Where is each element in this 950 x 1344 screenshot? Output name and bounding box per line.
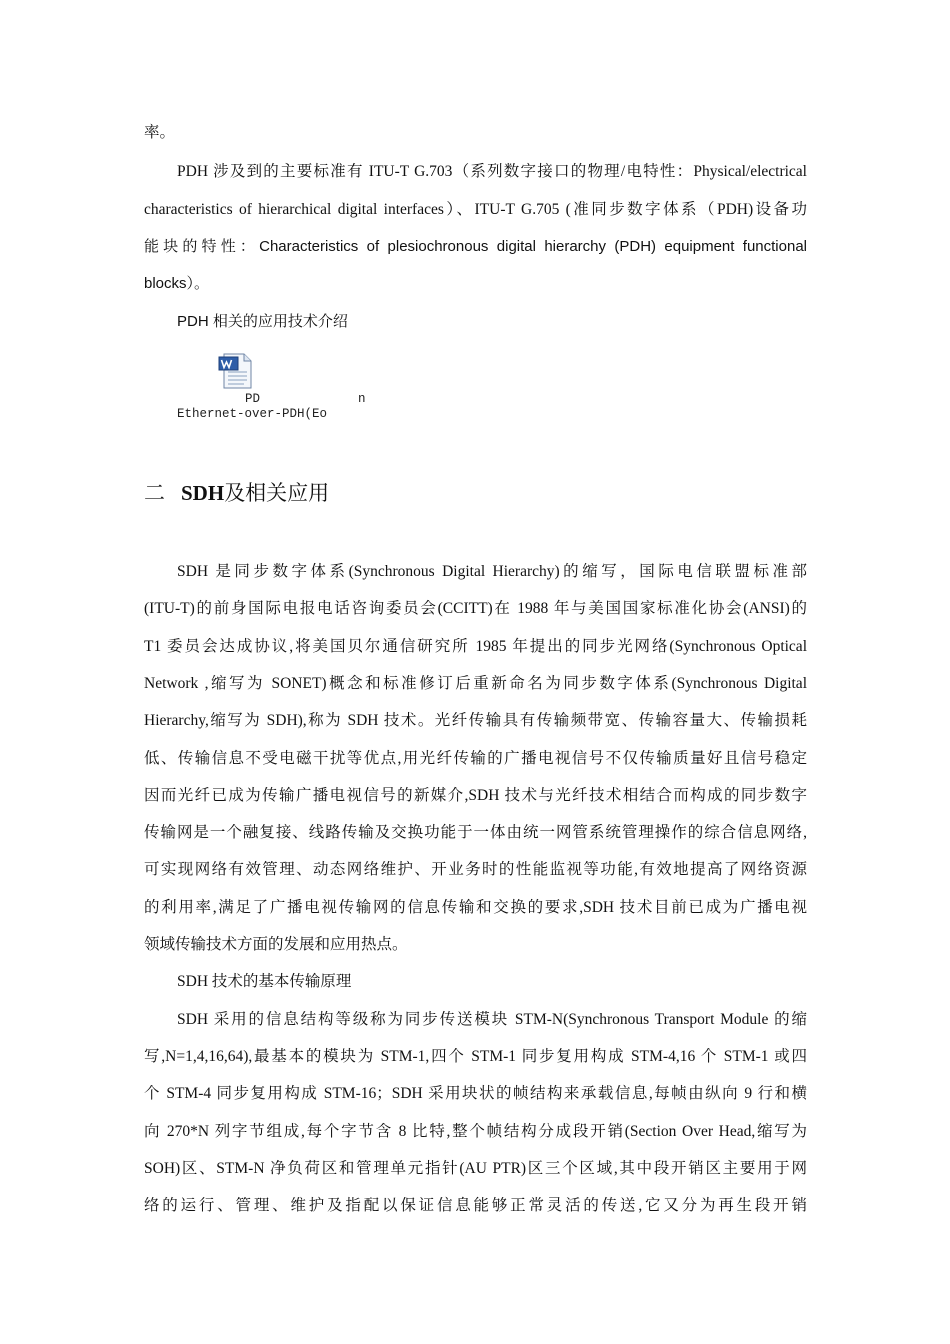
pdh-standards-line-3: 能块的特性：Characteristics of plesiochronous digital hierarchy (PDH) equipment functional [144, 238, 807, 255]
sdh-intro-line-6: 低、传输信息不受电磁干扰等优点,用光纤传输的广播电视信号不仅传输质量好且信号稳定 [144, 750, 807, 767]
sdh-principle-line-3: 个 STM-4 同步复用构成 STM-16；SDH 采用块状的帧结构来承载信息,每帧由纵向 9 行和横 [144, 1085, 807, 1102]
attachment-caption-bottom: Ethernet-over-PDH(Eo [177, 407, 328, 421]
word-document-icon[interactable] [218, 352, 254, 390]
sdh-principle-line-6: 络的运行、管理、维护及指配以保证信息能够正常灵活的传送,它又分为再生段开销 [144, 1197, 807, 1214]
section-number: 二 [144, 481, 165, 505]
sdh-principle-line-5: SOH)区、STM-N 净负荷区和管理单元指针(AU PTR)区三个区域,其中段开销区主要用于网 [144, 1160, 807, 1177]
sdh-intro-line-4: Network ,缩写为 SONET)概念和标准修订后重新命名为同步数字体系(Synchronous Digital [144, 675, 807, 692]
pdh-standards-line-1: PDH 涉及到的主要标准有 ITU-T G.703（系列数字接口的物理/电特性：Physical/electrical [177, 163, 807, 180]
pdh-standards-line-2: characteristics of hierarchical digital interfaces）、ITU-T G.705 (准同步数字体系（PDH)设备功 [144, 201, 807, 218]
attachment-caption-top-right: n [358, 392, 366, 406]
pdh-standards-line-4: blocks）。 [144, 275, 210, 292]
sdh-intro-line-7: 因而光纤已成为传输广播电视信号的新媒介,SDH 技术与光纤技术相结合而构成的同步数字 [144, 787, 807, 804]
paragraph-end-text: 率。 [144, 124, 176, 141]
sdh-intro-line-1: SDH 是同步数字体系(Synchronous Digital Hierarchy)的缩写，国际电信联盟标准部 [177, 563, 807, 580]
sdh-intro-line-5: Hierarchy,缩写为 SDH),称为 SDH 技术。光纤传输具有传输频带宽、传输容量大、传输损耗 [144, 712, 807, 729]
pdh-app-title: PDH 相关的应用技术介绍 [177, 313, 348, 330]
section-heading-rest: 及相关应用 [224, 481, 330, 505]
sdh-principle-line-4: 向 270*N 列字节组成,每个字节含 8 比特,整个帧结构分成段开销(Section Over Head,缩写为 [144, 1123, 807, 1140]
sdh-principle-line-1: SDH 采用的信息结构等级称为同步传送模块 STM-N(Synchronous Transport Module 的缩 [177, 1011, 807, 1028]
sdh-intro-line-11: 领域传输技术方面的发展和应用热点。 [144, 936, 408, 953]
sdh-principle-line-2: 写,N=1,4,16,64),最基本的模块为 STM-1,四个 STM-1 同步复用构成 STM-4,16 个 STM-1 或四 [144, 1048, 807, 1065]
sdh-principle-title: SDH 技术的基本传输原理 [177, 973, 352, 990]
sdh-intro-line-9: 可实现网络有效管理、动态网络维护、开业务时的性能监视等功能,有效地提高了网络资源 [144, 861, 807, 878]
attachment-caption-top-left: PD [245, 392, 261, 406]
sdh-intro-line-8: 传输网是一个融复接、线路传输及交换功能于一体由统一网管系统管理操作的综合信息网络, [144, 824, 807, 841]
section-heading [144, 477, 329, 507]
sdh-intro-line-3: T1 委员会达成协议,将美国贝尔通信研究所 1985 年提出的同步光网络(Synchronous Optical [144, 638, 807, 655]
sdh-intro-line-10: 的利用率,满足了广播电视传输网的信息传输和交换的要求,SDH 技术目前已成为广播电视 [144, 899, 807, 916]
section-heading-bold: SDH [181, 481, 225, 505]
sdh-intro-line-2: (ITU-T)的前身国际电报电话咨询委员会(CCITT)在 1988 年与美国国家标准化协会(ANSI)的 [144, 600, 807, 617]
